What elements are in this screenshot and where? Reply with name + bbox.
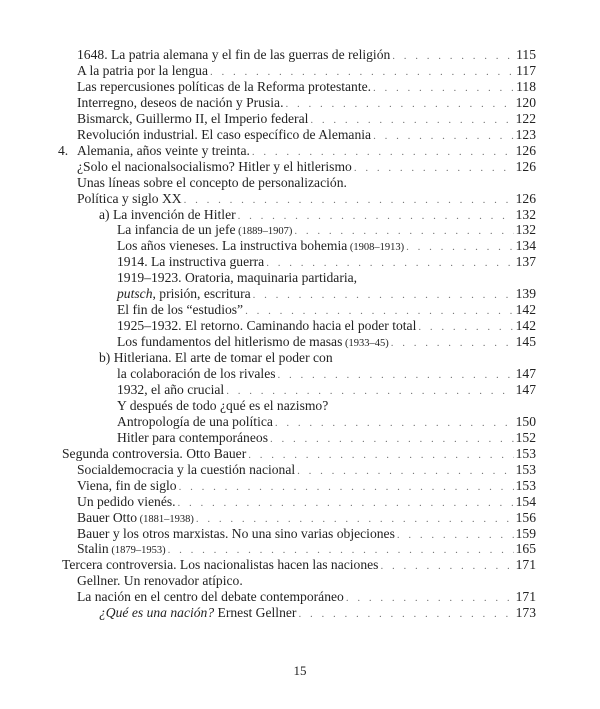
entry-page: 159 [515, 525, 536, 541]
entry-page: 145 [515, 334, 536, 350]
entry-title: Stalin (1879–1953) [77, 541, 166, 557]
entry-dates: (1908–1913) [347, 242, 405, 254]
entry-title: Unas líneas sobre el concepto de personalización. [77, 174, 347, 190]
toc-entry [62, 445, 536, 462]
toc-entry [99, 206, 536, 223]
entry-title: ¿Qué es una nación? Ernest Gellner [99, 605, 297, 621]
entry-page: 120 [515, 94, 536, 110]
toc-entry [62, 556, 536, 573]
toc-entry [77, 493, 536, 510]
toc-entry [117, 221, 536, 238]
entry-page: 147 [515, 381, 536, 397]
entry-title: Bismarck, Guillermo II, el Imperio federal [77, 110, 309, 126]
toc-entry [117, 317, 536, 334]
entry-title: Los fundamentos del hitlerismo de masas (1933–45) [117, 334, 389, 350]
entry-title: 1919–1923. Oratoria, maquinaria partidaria, [117, 270, 358, 286]
entry-page: 126 [515, 142, 536, 158]
italic-text: putsch [117, 286, 153, 302]
entry-title: b) Hitleriana. El arte de tomar el poder con [99, 350, 333, 366]
entry-page: 126 [515, 158, 536, 174]
entry-title: A la patria por la lengua [77, 62, 208, 78]
entry-title: Gellner. Un renovador atípico. [77, 573, 243, 589]
entry-page: 137 [515, 254, 536, 270]
toc-entry [117, 237, 536, 254]
entry-page: 126 [515, 190, 536, 206]
entry-page: 147 [515, 366, 536, 381]
entry-title: Viena, fin de siglo [77, 477, 177, 493]
entry-dates: (1889–1907) [235, 226, 293, 238]
entry-page: 134 [515, 238, 536, 254]
dot-leader [298, 606, 513, 623]
entry-page: 165 [515, 541, 536, 557]
toc-entry [77, 126, 536, 143]
entry-title: 1914. La instructiva guerra [117, 254, 265, 270]
toc-entry [77, 190, 536, 207]
entry-title: Tercera controversia. Los nacionalistas hacen las naciones [62, 557, 379, 573]
toc-entry [77, 158, 536, 175]
entry-page: 115 [516, 47, 536, 62]
entry-page: 173 [515, 605, 536, 621]
entry-title: Hitler para contemporáneos [117, 429, 268, 445]
entry-page: 118 [516, 78, 536, 94]
entry-title: Antropología de una política [117, 413, 273, 429]
entry-page: 132 [515, 206, 536, 222]
entry-dates: (1933–45) [342, 338, 389, 350]
entry-title: La nación en el centro del debate contemporáneo [77, 589, 344, 605]
entry-page: 153 [515, 445, 536, 461]
toc-entry [99, 604, 536, 621]
toc-entry [77, 110, 536, 127]
entry-page: 150 [515, 413, 536, 429]
toc-entry [77, 588, 536, 605]
entry-title: Segunda controversia. Otto Bauer [62, 445, 247, 461]
toc-entry [77, 525, 536, 542]
toc-entry [117, 285, 536, 302]
toc-entry [77, 174, 536, 191]
entry-page: 142 [515, 302, 536, 318]
toc-entry [117, 365, 536, 382]
entry-title: Revolución industrial. El caso específico de Alemania [77, 126, 372, 142]
entry-title: Los años vieneses. La instructiva bohemia (1908–1913) [117, 238, 405, 254]
toc-entry [58, 142, 536, 159]
italic-text: ¿Qué es una nación? [99, 605, 215, 621]
entry-title: Un pedido vienés. [77, 493, 176, 509]
entry-title: Socialdemocracia y la cuestión nacional [77, 461, 296, 477]
toc-entry [99, 349, 536, 366]
toc-entry [117, 429, 536, 446]
toc-entry [117, 381, 536, 398]
entry-dates: (1879–1953) [108, 545, 166, 557]
entry-title: 1648. La patria alemana y el fin de las guerras de religión [77, 47, 391, 62]
entry-page: 171 [515, 589, 536, 605]
toc-entry [117, 301, 536, 318]
entry-title: Las repercusiones políticas de la Reforma protestante. [77, 78, 372, 94]
entry-page: 171 [515, 557, 536, 573]
entry-title: Bauer y los otros marxistas. No una sino varias objeciones [77, 525, 395, 541]
entry-page: 123 [515, 126, 536, 142]
toc-entry [77, 78, 536, 95]
toc-entry [117, 333, 536, 350]
entry-title: a) La invención de Hitler [99, 206, 236, 222]
toc-entry [77, 477, 536, 494]
entry-title: la colaboración de los rivales [117, 366, 276, 381]
toc-entry [77, 572, 536, 589]
entry-page: 139 [515, 286, 536, 302]
toc-entry [117, 397, 536, 414]
toc-entry [77, 46, 536, 63]
entry-page: 122 [515, 110, 536, 126]
entry-title: Bauer Otto (1881–1938) [77, 509, 194, 525]
entry-title: La infancia de un jefe (1889–1907) [117, 222, 293, 238]
entry-title: Interregno, deseos de nación y Prusia. [77, 94, 284, 110]
entry-title: 1925–1932. El retorno. Caminando hacia el poder total [117, 318, 417, 334]
entry-title: Y después de todo ¿qué es el nazismo? [117, 397, 329, 413]
entry-dates: (1881–1938) [137, 513, 194, 525]
entry-title: putsch, prisión, escritura [117, 286, 251, 302]
entry-page: 117 [516, 62, 536, 78]
entry-page: 153 [515, 461, 536, 477]
entry-title: Política y siglo XX [77, 190, 182, 206]
entry-title: 1932, el año crucial [117, 381, 225, 397]
entry-page: 152 [515, 429, 536, 445]
entry-page: 154 [515, 493, 536, 509]
entry-title: ¿Solo el nacionalsocialismo? Hitler y el hitlerismo [77, 158, 352, 174]
toc-entry [77, 62, 536, 79]
entry-title: El fin de los “estudios” [117, 302, 244, 318]
toc-entry [77, 94, 536, 111]
entry-page: 153 [515, 477, 536, 493]
entry-page: 142 [515, 318, 536, 334]
entry-page: 156 [515, 509, 536, 525]
toc-entry [117, 269, 536, 286]
entry-title: Alemania, años veinte y treinta. [77, 142, 250, 158]
toc-entry [117, 413, 536, 430]
toc-entry [77, 461, 536, 478]
page-number: 15 [293, 663, 307, 678]
toc-entry [77, 540, 536, 557]
chapter-number: 4. [58, 142, 69, 158]
entry-page: 132 [515, 222, 536, 238]
toc-entry [117, 253, 536, 270]
toc-entry [77, 509, 536, 526]
